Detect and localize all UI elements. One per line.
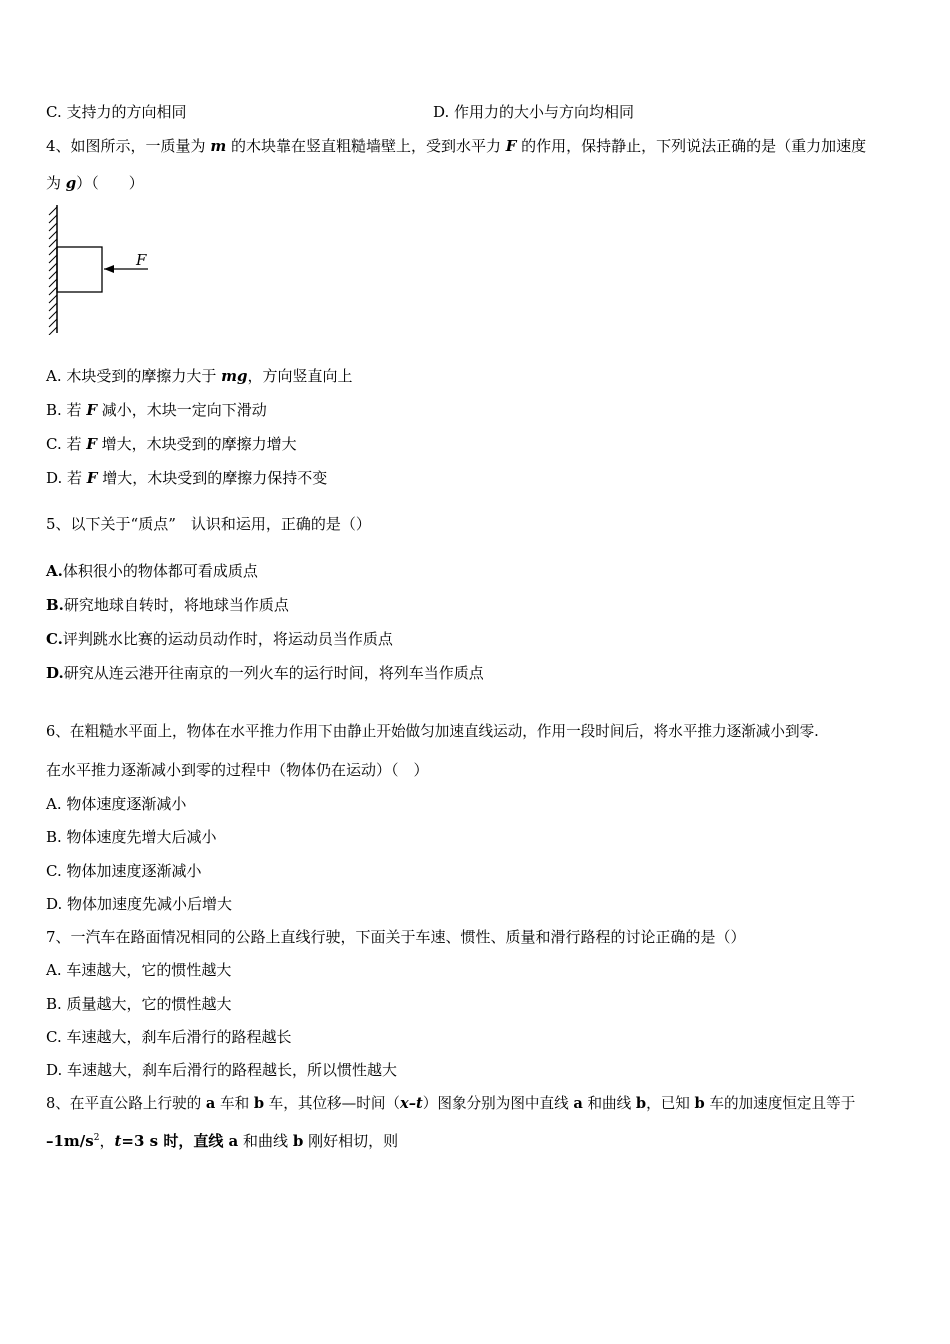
q4-option-d: D. 若 F 增大，木块受到的摩擦力保持不变 xyxy=(46,469,328,487)
q5-option-b: B.研究地球自转时，将地球当作质点 xyxy=(46,596,289,614)
q7-option-c: C. 车速越大，刹车后滑行的路程越长 xyxy=(46,1028,292,1046)
q4-option-b: B. 若 F 减小，木块一定向下滑动 xyxy=(46,401,267,419)
force-arrow-head xyxy=(104,265,114,273)
q4-stem-line1: 4、如图所示，一质量为 m 的木块靠在竖直粗糙墙壁上，受到水平力 F 的作用，保持静止，下列说法正确的是（重力加速度 xyxy=(46,137,867,155)
q5-stem: 5、以下关于“质点” 认识和运用，正确的是（） xyxy=(46,515,371,533)
q6-option-d: D. 物体加速度先减小后增大 xyxy=(46,895,233,913)
q8-stem-line2: $-1m/s^2$，t=3 s 时，直线 a 和曲线 b 刚好相切，则 xyxy=(46,1132,399,1150)
q8-stem-line1: 8、在平直公路上行驶的 a 车和 b 车，其位移—时间（x–t）图象分别为图中直线 a 和曲线 b，已知 b 车的加速度恒定且等于 xyxy=(46,1095,856,1112)
q4-option-c: C. 若 F 增大，木块受到的摩擦力增大 xyxy=(46,435,297,453)
q5-option-c: C.评判跳水比赛的运动员动作时，将运动员当作质点 xyxy=(46,630,393,648)
q7-option-d: D. 车速越大，刹车后滑行的路程越长，所以惯性越大 xyxy=(46,1061,398,1079)
q6-option-b: B. 物体速度先增大后减小 xyxy=(46,828,217,846)
q6-stem-line1: 6、在粗糙水平面上，物体在水平推力作用下由静止开始做匀加速直线运动，作用一段时间后，将水平推力逐渐减小到零. xyxy=(46,723,819,740)
q6-option-a: A. 物体速度逐渐减小 xyxy=(46,795,187,813)
q7-option-a: A. 车速越大，它的惯性越大 xyxy=(46,961,232,979)
wooden-block xyxy=(57,247,102,292)
q6-option-c: C. 物体加速度逐渐减小 xyxy=(46,862,202,880)
q7-stem: 7、一汽车在路面情况相同的公路上直线行驶，下面关于车速、惯性、质量和滑行路程的讨论正确的是（） xyxy=(46,928,746,946)
q4-stem-line2: 为 g）（ ） xyxy=(46,174,144,192)
wall-hatching xyxy=(49,207,57,335)
q7-option-b: B. 质量越大，它的惯性越大 xyxy=(46,995,232,1013)
q5-option-a: A.体积很小的物体都可看成质点 xyxy=(46,562,258,580)
q3-option-c: C. 支持力的方向相同 xyxy=(46,103,187,121)
q5-option-d: D.研究从连云港开往南京的一列火车的运行时间，将列车当作质点 xyxy=(46,664,484,682)
q3-option-d: D. 作用力的大小与方向均相同 xyxy=(433,103,635,121)
q6-stem-line2: 在水平推力逐渐减小到零的过程中（物体仍在运动）（ ） xyxy=(46,761,429,779)
force-label: F xyxy=(136,251,147,269)
q4-option-a: A. 木块受到的摩擦力大于 mg，方向竖直向上 xyxy=(46,367,353,385)
wall-block-figure xyxy=(40,203,160,335)
